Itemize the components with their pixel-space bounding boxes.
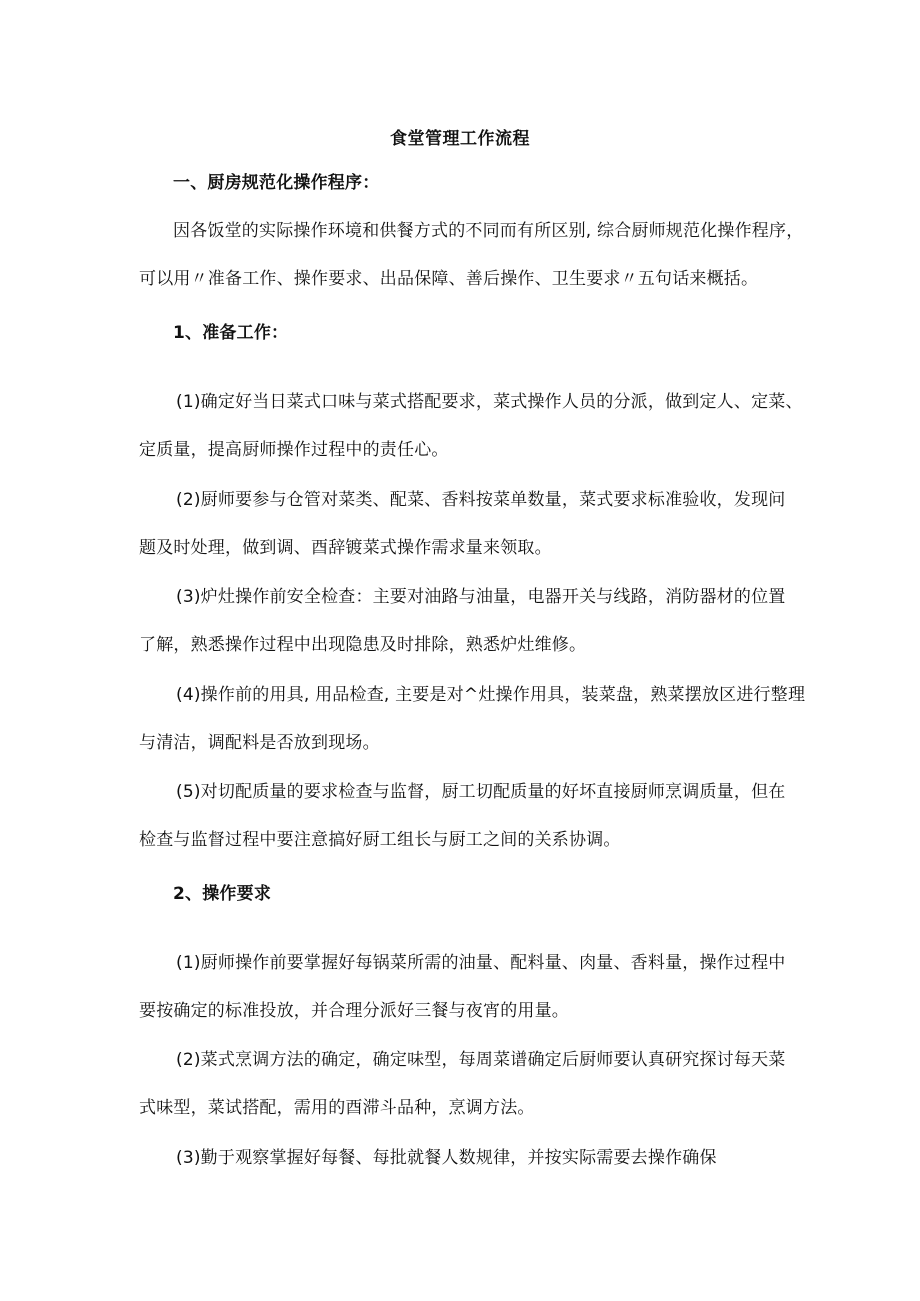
intro-paragraph-line: 可以用〃准备工作、操作要求、出品保障、善后操作、卫生要求〃五句话来概括。 [139,269,759,289]
section-heading: 一、厨房规范化操作程序： [173,173,380,193]
list-item-line: 式味型，菜试搭配，需用的酉滞斗品种，烹调方法。 [139,1098,535,1118]
list-item-line: (2)厨师要参与仓管对菜类、配菜、香料按菜单数量，菜式要求标准验收，发现问 [176,490,786,510]
intro-paragraph-line: 因各饭堂的实际操作环境和供餐方式的不同而有所区别, 综合厨师规范化操作程序， [173,221,804,241]
subsection-heading: 1、准备工作： [173,323,289,343]
list-item-line: (3)炉灶操作前安全检查：主要对油路与油量，电器开关与线路，消防器材的位置 [176,587,786,607]
list-item-line: (3)勤于观察掌握好每餐、每批就餐人数规律，并按实际需要去操作确保 [176,1148,717,1168]
list-item-line: 了解，熟悉操作过程中出现隐患及时排除，熟悉炉灶维修。 [139,635,587,655]
list-item-line: 要按确定的标准投放，并合理分派好三餐与夜宵的用量。 [139,1001,569,1021]
subsection-heading: 2、操作要求 [173,884,272,904]
list-item-line: (4)操作前的用具, 用品检查, 主要是对^灶操作用具，装菜盘，熟菜摆放区进行整理 [176,685,806,705]
list-item-line: (1)厨师操作前要掌握好每锅菜所需的油量、配料量、肉量、香料量，操作过程中 [176,953,786,973]
list-item-line: (1)确定好当日菜式口味与菜式搭配要求，菜式操作人员的分派，做到定人、定菜、 [176,392,803,412]
document-title: 食堂管理工作流程 [390,129,530,149]
list-item-line: 题及时处理，做到调、酉辞镀菜式操作需求量来领取。 [139,538,552,558]
list-item-line: 与清洁，调配料是否放到现场。 [139,733,380,753]
list-item-line: (5)对切配质量的要求检查与监督，厨工切配质量的好坏直接厨师烹调质量，但在 [176,782,786,802]
list-item-line: 定质量，提高厨师操作过程中的责任心。 [139,440,449,460]
list-item-line: 检查与监督过程中要注意搞好厨工组长与厨工之间的关系协调。 [139,830,621,850]
list-item-line: (2)菜式烹调方法的确定，确定味型，每周菜谱确定后厨师要认真研究探讨每天菜 [176,1050,786,1070]
